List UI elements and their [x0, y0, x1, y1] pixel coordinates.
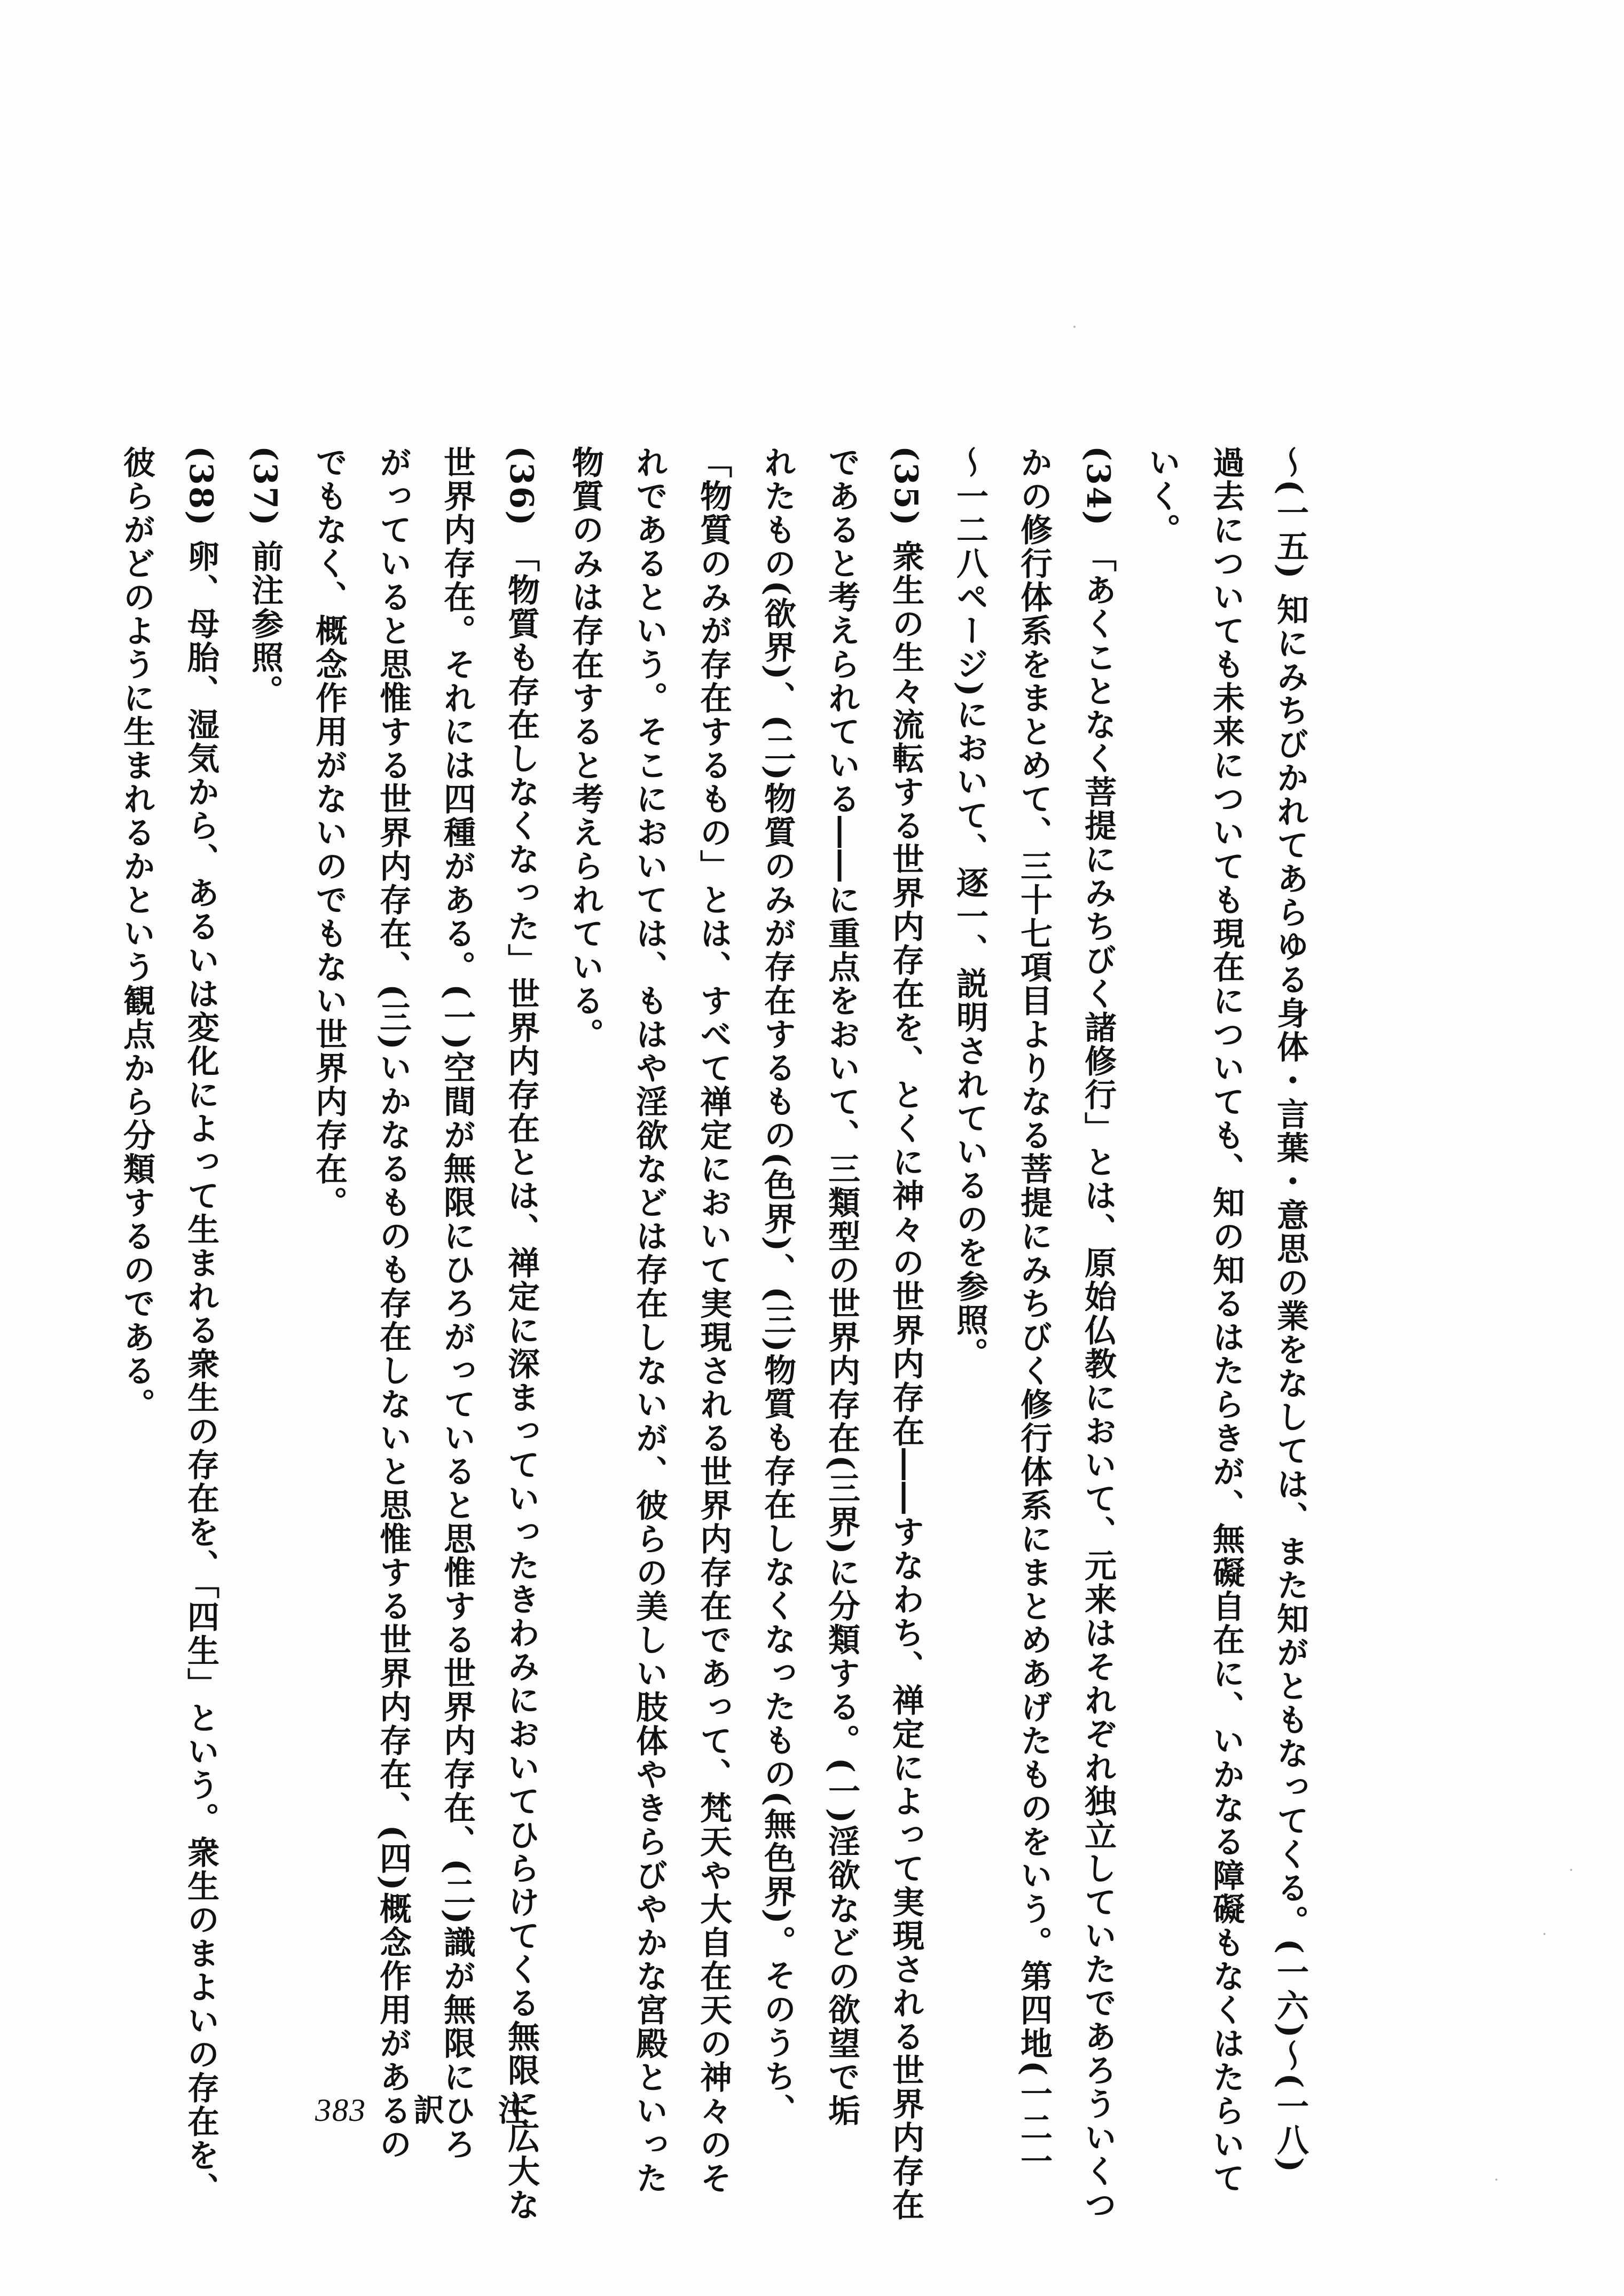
annotation-text-body — [118, 446, 1322, 2222]
text-line: であると考えられている――に重点をおいて、三類型の世界内存在(三界)に分類する。(一)淫欲などの欲望で垢 — [823, 446, 860, 2128]
note-34-line: (34) 「あくことなく菩提にみちびく諸修行」とは、原始仏教において、元来はそれぞれ独立していたであろういくつ — [1079, 446, 1117, 2222]
scan-speck — [1073, 326, 1076, 328]
scan-speck — [1570, 1869, 1572, 1871]
text-line: かの修行体系をまとめて、三十七項目よりなる菩提にみちびく修行体系にまとめあげたものをいう。第四地(一二一 — [1015, 446, 1053, 2179]
text-line: 世界内存在。それには四種がある。(一)空間が無限にひろがっていると思惟する世界内存在、(二)識が無限にひろ — [438, 446, 476, 2161]
text-line: 「物質のみが存在するもの」とは、すべて禅定において実現される世界内存在であって、梵天や大自在天の神々のそ — [695, 446, 732, 2195]
text-line: いく。 — [1143, 446, 1181, 547]
text-line: 物質のみは存在すると考えられている。 — [567, 446, 604, 1051]
scan-speck — [1543, 1933, 1545, 1935]
text-line: れであるという。そこにおいては、もはや淫欲などは存在しないが、彼らの美しい肢体やきらびやかな宮殿といった — [631, 446, 668, 2195]
text-line: でもなく、概念作用がないのでもない世界内存在。 — [310, 446, 348, 1220]
note-35-line: (35) 衆生の生々流転する世界内存在を、とくに神々の世界内存在――すなわち、禅定によって実現される世界内存在 — [887, 446, 924, 2222]
note-36-line: (36) 「物質も存在しなくなった」世界内存在とは、禅定に深まっていったきわみにおいてひらけてくる無限に広大な — [503, 446, 540, 2222]
text-line: 〜一二八ページ)において、逐一、説明されているのを参照。 — [951, 446, 988, 1371]
scan-speck — [1495, 2179, 1497, 2181]
note-38-line: (38) 卵、母胎、湿気から、あるいは変化によって生まれる衆生の存在を、「四生」という。衆生のまよいの存在を、 — [182, 446, 219, 2206]
page-footer — [315, 2085, 551, 2130]
text-line: がっていると思惟する世界内存在、(三)いかなるものも存在しないと思惟する世界内存在、(四)概念作用があるの — [374, 446, 412, 2161]
running-head: 訳 注 — [413, 2092, 551, 2128]
text-line: 過去についても未来についても現在についても、知の知るはたらきが、無礙自在に、いかなる障礙もなくはたらいて — [1207, 446, 1245, 2195]
text-line: 〜(一五) 知にみちびかれてあらゆる身体・言葉・意思の業をなしては、また知がともなってくる。(一六)〜(一八) — [1272, 446, 1309, 2174]
text-line: 彼らがどのように生まれるかという観点から分類するのである。 — [118, 446, 155, 1421]
page-number: 383 — [315, 2093, 366, 2128]
text-line: れたもの(欲界)、(二)物質のみが存在するもの(色界)、(三)物質も存在しなくなったもの(無色界)。そのうち、 — [759, 446, 796, 2127]
note-37-line: (37) 前注参照。 — [246, 446, 284, 709]
